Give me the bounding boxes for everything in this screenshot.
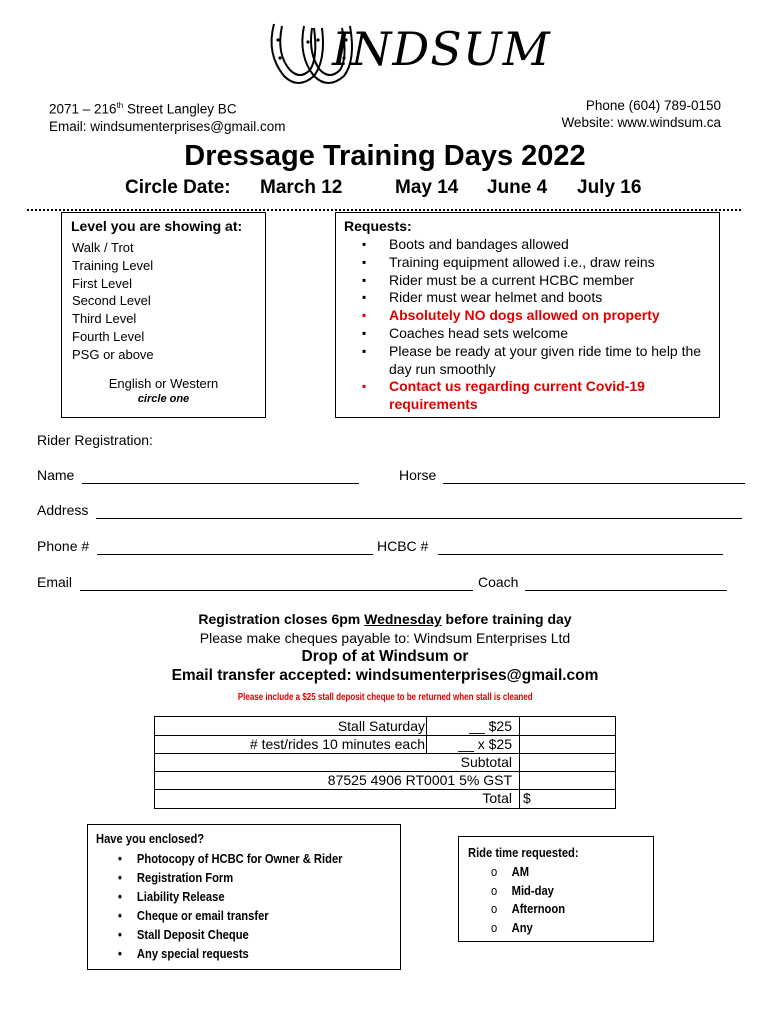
enclosed-item: • Stall Deposit Cheque [118, 925, 343, 944]
deposit-note: Please include a $25 stall deposit cheque to be returned when stall is cleaned [237, 692, 533, 703]
rides-price: __ x $25 [458, 736, 512, 752]
enclosed-item: • Liability Release [118, 887, 343, 906]
stall-price: __ $25 [469, 718, 512, 734]
ride-time-heading: Ride time requested: [468, 845, 579, 860]
stall-label: Stall Saturday [337, 718, 425, 734]
contact-right [561, 97, 721, 131]
divider [27, 209, 741, 211]
level-box [61, 212, 266, 418]
total-label: Total [482, 790, 512, 806]
address-label: Address [37, 502, 89, 518]
date-option-3[interactable]: June 4 [487, 177, 548, 198]
request-item: ▪ Please be ready at your given ride time to help the day run smoothly [362, 343, 712, 379]
phone-label: Phone # [37, 538, 90, 554]
horse-label: Horse [399, 467, 437, 483]
request-item: ▪ Coaches head sets welcome [362, 325, 712, 343]
request-item: ▪ Rider must wear helmet and boots [362, 289, 712, 307]
date-option-4[interactable]: July 16 [577, 177, 642, 198]
level-list [72, 239, 154, 364]
subtotal-label: Subtotal [460, 754, 512, 770]
coach-field[interactable] [525, 590, 727, 591]
request-item: ▪ Training equipment allowed i.e., draw reins [362, 254, 712, 272]
request-item-warning: ▪ Absolutely NO dogs allowed on property [362, 307, 712, 325]
requests-heading: Requests: [344, 218, 412, 234]
address: 2071 – 216th Street Langley BC [49, 101, 237, 117]
total-value[interactable]: $ [523, 790, 531, 806]
horse-field[interactable] [443, 483, 745, 484]
discipline-option[interactable]: English or Western [108, 376, 219, 391]
enclosed-item: • Registration Form [118, 868, 343, 887]
gst-label: 87525 4906 RT0001 5% GST [327, 772, 512, 788]
level-heading: Level you are showing at: [71, 218, 243, 234]
enclosed-list [118, 849, 379, 963]
coach-label: Coach [478, 574, 519, 590]
email-label: Email [37, 574, 73, 590]
enclosed-item: • Any special requests [118, 944, 343, 963]
address-field[interactable] [96, 518, 742, 519]
level-option[interactable]: Training Level [72, 257, 154, 273]
phone: Phone (604) 789-0150 [585, 98, 721, 113]
hcbc-field[interactable] [438, 554, 723, 555]
request-item: ▪ Rider must be a current HCBC member [362, 272, 712, 290]
circle-date-label: Circle Date: [125, 177, 231, 198]
fees-table [154, 716, 616, 809]
contact-left [49, 97, 286, 135]
circle-one-note: circle one [137, 393, 190, 405]
name-field[interactable] [82, 483, 359, 484]
level-option[interactable]: PSG or above [72, 346, 154, 362]
enclosed-box [87, 824, 401, 970]
hcbc-label: HCBC # [377, 538, 429, 554]
level-option[interactable]: Second Level [72, 293, 151, 309]
requests-box [335, 212, 720, 418]
logo-text: INDSUM [332, 22, 551, 76]
website: Website: www.windsum.ca [561, 115, 721, 130]
phone-field[interactable] [97, 554, 373, 555]
request-item-warning: ▪ Contact us regarding current Covid-19 requirements [362, 378, 712, 414]
enclosed-item: • Photocopy of HCBC for Owner & Rider [118, 849, 343, 868]
ride-time-options [491, 863, 577, 937]
etransfer-info: Email transfer accepted: windsumenterprises@gmail.com [171, 667, 599, 684]
ride-time-box [458, 836, 654, 942]
ride-time-option[interactable]: o Afternoon [491, 900, 565, 919]
level-option[interactable]: Fourth Level [72, 328, 145, 344]
date-option-1[interactable]: March 12 [260, 177, 343, 198]
registration-closes: Registration closes 6pm Wednesday before training day [198, 611, 572, 627]
cheque-info: Please make cheques payable to: Windsum Enterprises Ltd [199, 630, 571, 646]
date-option-2[interactable]: May 14 [395, 177, 459, 198]
ride-time-option[interactable]: o AM [491, 863, 565, 882]
level-option[interactable]: First Level [72, 275, 132, 291]
page-title: Dressage Training Days 2022 [184, 140, 586, 172]
email: Email: windsumenterprises@gmail.com [49, 118, 286, 134]
level-option[interactable]: Third Level [72, 311, 137, 327]
rides-label: # test/rides 10 minutes each [249, 736, 425, 752]
request-item: ▪ Boots and bandages allowed [362, 236, 712, 254]
requests-list [362, 236, 712, 414]
ride-time-option[interactable]: o Any [491, 919, 565, 938]
rider-registration-label: Rider Registration: [37, 432, 153, 448]
ride-time-option[interactable]: o Mid-day [491, 882, 565, 901]
drop-off-info: Drop of at Windsum or [301, 648, 469, 665]
email-field[interactable] [80, 590, 473, 591]
enclosed-item: • Cheque or email transfer [118, 906, 343, 925]
level-option[interactable]: Walk / Trot [72, 240, 134, 255]
name-label: Name [37, 467, 75, 483]
enclosed-heading: Have you enclosed? [96, 831, 205, 846]
